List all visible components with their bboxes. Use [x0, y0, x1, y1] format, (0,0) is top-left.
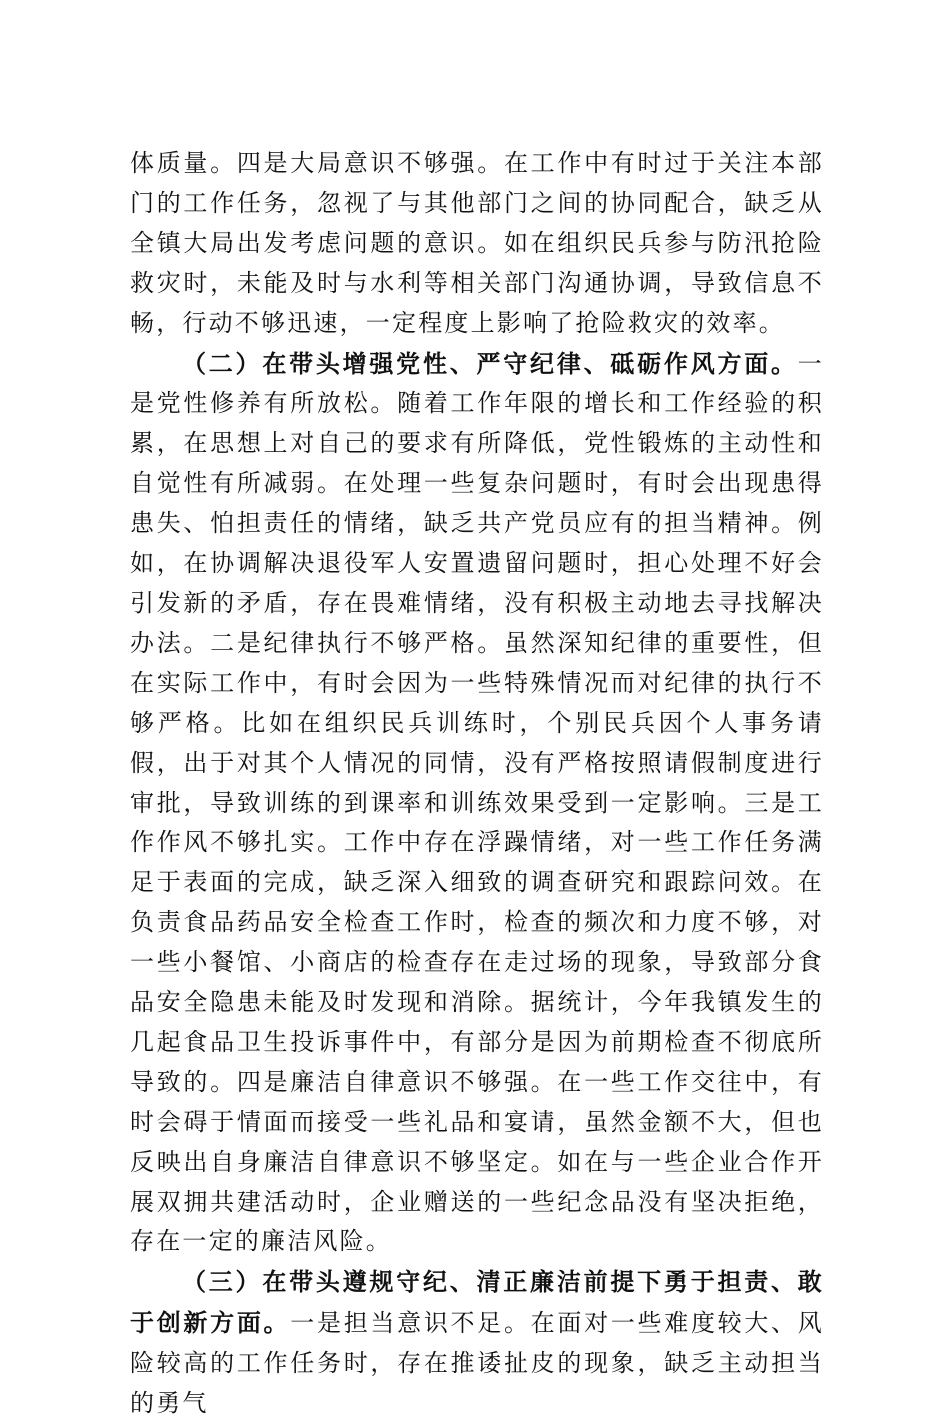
- paragraph-2-text: 一是党性修养有所放松。随着工作年限的增长和工作经验的积累，在思想上对自己的要求有所降低，党性锻炼的主动性和自觉性有所减弱。在处理一些复杂问题时，有时会出现患得患失、怕担责任的情绪，缺乏共产党员应有的担当精神。例如，在协调解决退役军人安置遗留问题时，担心处理不好会引发新的矛盾，存在畏难情绪，没有积极主动地去寻找解决办法。二是纪律执行不够严格。虽然深知纪律的重要性，但在实际工作中，有时会因为一些特殊情况而对纪律的执行不够严格。比如在组织民兵训练时，个别民兵因个人事务请假，出于对其个人情况的同情，没有严格按照请假制度进行审批，导致训练的到课率和训练效果受到一定影响。三是工作作风不够扎实。工作中存在浮躁情绪，对一些工作任务满足于表面的完成，缺乏深入细致的调查研究和跟踪问效。在负责食品药品安全检查工作时，检查的频次和力度不够，对一些小餐馆、小商店的检查存在走过场的现象，导致部分食品安全隐患未能及时发现和消除。据统计，今年我镇发生的几起食品卫生投诉事件中，有部分是因为前期检查不彻底所导致的。四是廉洁自律意识不够强。在一些工作交往中，有时会碍于情面而接受一些礼品和宴请，虽然金额不大，但也反映出自身廉洁自律意识不够坚定。如在与一些企业合作开展双拥共建活动时，企业赠送的一些纪念品没有坚决拒绝，存在一定的廉洁风险。: [130, 349, 824, 1256]
- paragraph-1: [130, 144, 824, 344]
- paragraph-3: [130, 1262, 824, 1424]
- paragraph-3-heading: （三）在带头遵规守纪、清正廉洁前提下勇于担责、敢于创新方面。: [130, 1267, 824, 1338]
- document-body: [130, 144, 824, 1424]
- paragraph-1-text: 体质量。四是大局意识不够强。在工作中有时过于关注本部门的工作任务，忽视了与其他部门之间的协同配合，缺乏从全镇大局出发考虑问题的意识。如在组织民兵参与防汛抢险救灾时，未能及时与水利等相关部门沟通协调，导致信息不畅，行动不够迅速，一定程度上影响了抢险救灾的效率。: [130, 149, 824, 337]
- paragraph-2: [130, 344, 824, 1263]
- paragraph-3-text: 一是担当意识不足。在面对一些难度较大、风险较高的工作任务时，存在推诿扯皮的现象，缺乏主动担当的勇气: [130, 1309, 825, 1418]
- paragraph-2-heading: （二）在带头增强党性、严守纪律、砥砺作风方面。: [182, 348, 798, 378]
